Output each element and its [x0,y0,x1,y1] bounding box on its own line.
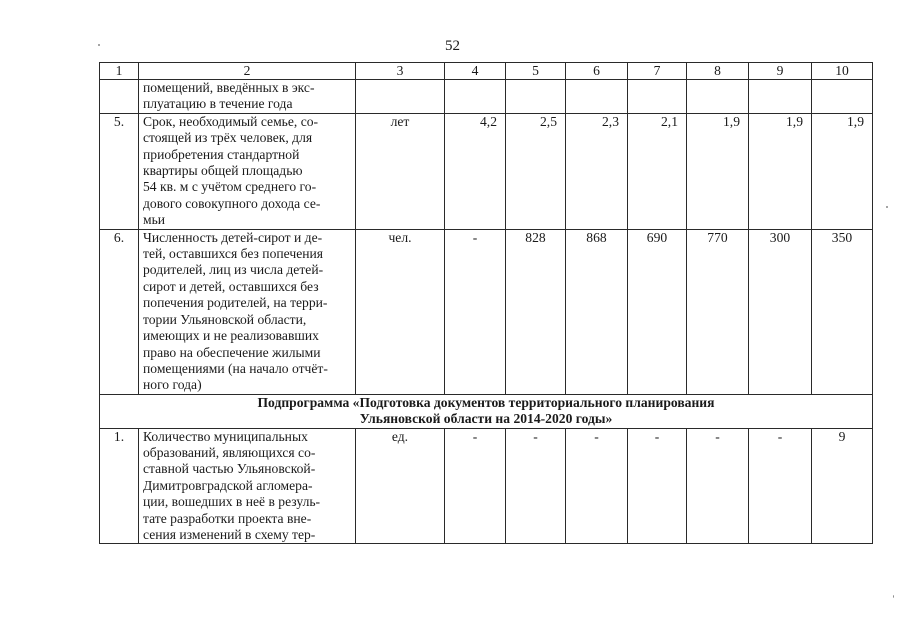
indicator-name [139,113,356,229]
value-cell: 690 [628,229,687,394]
subprogram-title [100,394,873,428]
indicator-line: Численность детей-сирот и де- [143,229,323,245]
indicator-line: сения изменений в схему тер- [143,526,316,542]
value-cell [628,80,687,114]
indicator-line: тате разработки проекта вне- [143,510,312,526]
value-cell: - [628,428,687,544]
indicator-line: родителей, лиц из числа детей- [143,262,324,278]
value-cell: 4,2 [445,113,506,229]
value-cell [566,80,628,114]
value-cell: 1,9 [749,113,812,229]
value-cell: - [749,428,812,544]
value-cell: - [445,229,506,394]
indicator-line: ставной частью Ульяновской- [143,461,316,477]
col-header: 5 [506,63,566,80]
value-cell: 1,9 [687,113,749,229]
scan-speck [98,44,100,46]
value-cell: - [566,428,628,544]
indicator-line: помещений, введённых в экс- [143,80,315,95]
indicator-line: попечения родителей, на терри- [143,295,328,311]
indicator-line: дового совокупного дохода се- [143,195,321,211]
value-cell: 350 [812,229,873,394]
unit-cell [356,80,445,114]
value-cell: - [687,428,749,544]
unit-cell: ед. [356,428,445,544]
col-header: 2 [139,63,356,80]
value-cell: 2,1 [628,113,687,229]
indicator-line: Срок, необходимый семье, со- [143,113,319,129]
indicator-line: тей, оставшихся без попечения [143,246,324,262]
value-cell [687,80,749,114]
value-cell [445,80,506,114]
value-cell: 1,9 [812,113,873,229]
table-row [100,113,873,229]
table-row [100,229,873,394]
col-header: 6 [566,63,628,80]
indicator-line: мьи [143,212,166,228]
col-header: 3 [356,63,445,80]
unit-cell: чел. [356,229,445,394]
indicator-line: ции, вошедших в неё в резуль- [143,494,321,510]
indicator-name [139,229,356,394]
subprogram-line: Подпрограмма «Подготовка документов территориального планирования [257,394,715,410]
row-number [100,80,139,114]
row-number: 5. [100,113,139,229]
value-cell: 2,3 [566,113,628,229]
scan-speck [886,206,888,208]
unit-cell: лет [356,113,445,229]
value-cell [506,80,566,114]
indicator-line: имеющих и не реализовавших [143,328,319,344]
value-cell [812,80,873,114]
indicator-line: плуатацию в течение года [143,96,293,112]
indicator-line: Количество муниципальных [143,428,308,444]
col-header: 1 [100,63,139,80]
value-cell: 770 [687,229,749,394]
indicator-line: ного года) [143,377,202,393]
indicators-table [99,62,873,544]
indicator-line: помещениями (на начало отчёт- [143,360,328,376]
value-cell: - [445,428,506,544]
value-cell: 868 [566,229,628,394]
value-cell: 2,5 [506,113,566,229]
indicator-line: образований, являющихся со- [143,444,316,460]
indicator-name [139,80,356,114]
row-number: 6. [100,229,139,394]
value-cell: - [506,428,566,544]
table-row [100,80,873,114]
indicator-line: сирот и детей, оставшихся без [143,278,319,294]
value-cell: 300 [749,229,812,394]
indicator-line: 54 кв. м с учётом среднего го- [143,179,317,195]
scan-speck [893,595,894,598]
column-number-row [100,63,873,80]
indicator-line: квартиры общей площадью [143,163,303,179]
indicator-line: право на обеспечение жилыми [143,344,321,360]
indicator-line: Димитровградской агломера- [143,477,313,493]
table-row [100,428,873,544]
col-header: 4 [445,63,506,80]
value-cell: 9 [812,428,873,544]
col-header: 10 [812,63,873,80]
row-number: 1. [100,428,139,544]
indicator-line: стоящей из трёх человек, для [143,130,313,146]
indicator-line: приобретения стандартной [143,146,300,162]
col-header: 8 [687,63,749,80]
value-cell: 828 [506,229,566,394]
subprogram-line: Ульяновской области на 2014-2020 годы» [359,411,613,427]
indicator-name [139,428,356,544]
col-header: 9 [749,63,812,80]
page-number: 52 [445,38,460,54]
indicator-line: тории Ульяновской области, [143,311,307,327]
subprogram-row [100,394,873,428]
value-cell [749,80,812,114]
col-header: 7 [628,63,687,80]
